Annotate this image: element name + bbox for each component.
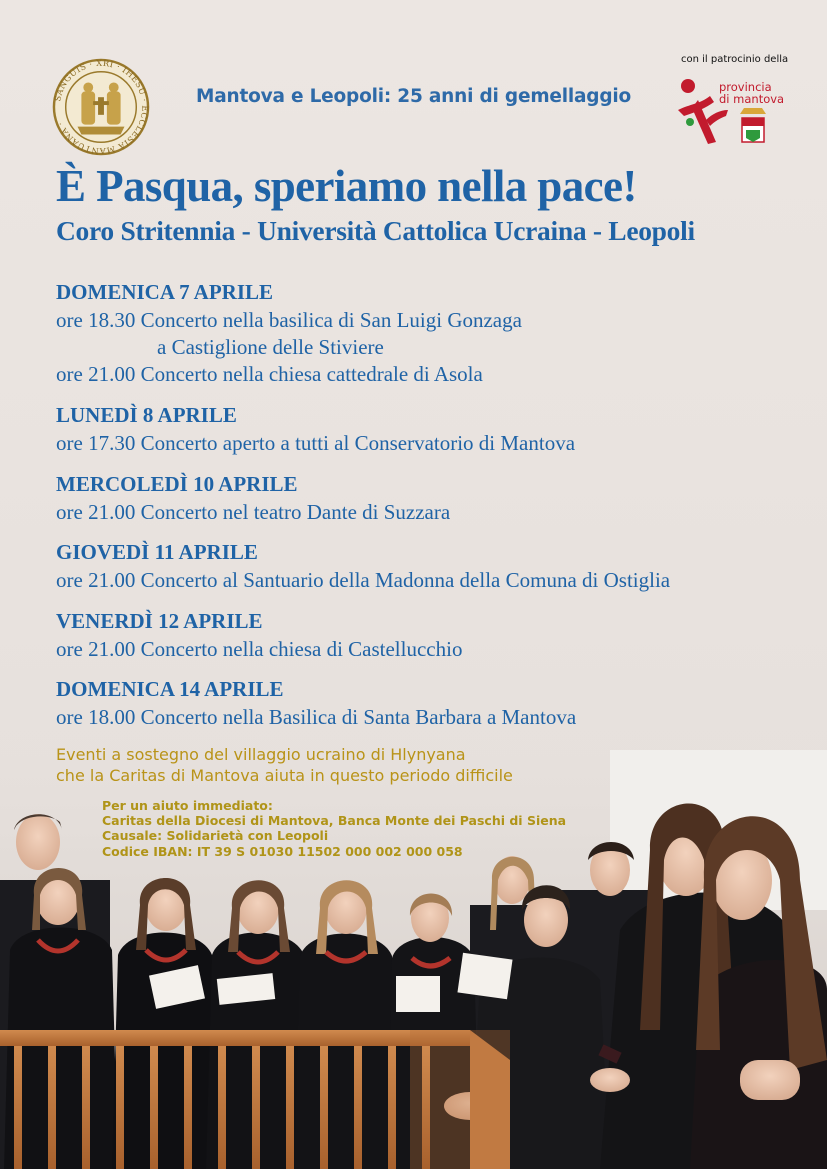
twinning-tagline: Mantova e Leopoli: 25 anni di gemellaggio xyxy=(196,86,632,107)
event-day: DOMENICA 7 APRILE xyxy=(56,280,274,304)
event-line: ore 21.00 Concerto nel teatro Dante di Suzzara xyxy=(56,500,451,524)
iban-line: Codice IBAN: IT 39 S 01030 11502 000 002 000 058 xyxy=(102,843,463,859)
event-day: LUNEDÌ 8 APRILE xyxy=(56,403,237,427)
support-line: Eventi a sostegno del villaggio ucraino di Hlynyana xyxy=(56,745,466,764)
provincia-name xyxy=(719,81,784,105)
provincia-name-line2: di mantova xyxy=(719,92,785,106)
donation-line: Per un aiuto immediato: xyxy=(102,798,273,813)
donation-line: Caritas della Diocesi di Mantova, Banca Monte dei Paschi di Siena xyxy=(102,813,567,829)
main-title: È Pasqua, speriamo nella pace! xyxy=(56,161,637,211)
event-line: ore 21.00 Concerto nella chiesa di Castellucchio xyxy=(56,637,463,661)
event-line: ore 21.00 Concerto al Santuario della Madonna della Comuna di Ostiglia xyxy=(56,568,671,592)
event-line: ore 21.00 Concerto nella chiesa cattedrale di Asola xyxy=(56,362,483,386)
event-day: GIOVEDÌ 11 APRILE xyxy=(56,540,258,564)
support-line: che la Caritas di Mantova aiuta in questo periodo difficile xyxy=(56,766,513,785)
event-line: ore 17.30 Concerto aperto a tutti al Conservatorio di Mantova xyxy=(56,431,576,455)
svg-text:SANGUIS · XRI · IHESU · ECCLES: SANGUIS · XRI · IHESU · ECCLESIA MANTUANA · xyxy=(52,58,150,156)
event-line: ore 18.00 Concerto nella Basilica di Santa Barbara a Mantova xyxy=(56,705,577,729)
choir-photo xyxy=(0,730,827,1169)
diocese-seal-logo xyxy=(52,58,150,156)
event-day: VENERDÌ 12 APRILE xyxy=(56,609,263,633)
donation-info xyxy=(102,798,566,859)
choir-subtitle: Coro Stritennia - Università Cattolica Ucraina - Leopoli xyxy=(56,215,695,246)
event-line: a Castiglione delle Stiviere xyxy=(157,335,384,359)
donation-line: Causale: Solidarietà con Leopoli xyxy=(102,828,329,844)
event-day: DOMENICA 14 APRILE xyxy=(56,677,284,701)
provincia-name-line1: provincia xyxy=(719,80,772,94)
patronage-label: con il patrocinio della xyxy=(681,54,789,65)
event-day: MERCOLEDÌ 10 APRILE xyxy=(56,472,298,496)
event-line: ore 18.30 Concerto nella basilica di San Luigi Gonzaga xyxy=(56,308,522,332)
support-note xyxy=(56,744,513,786)
